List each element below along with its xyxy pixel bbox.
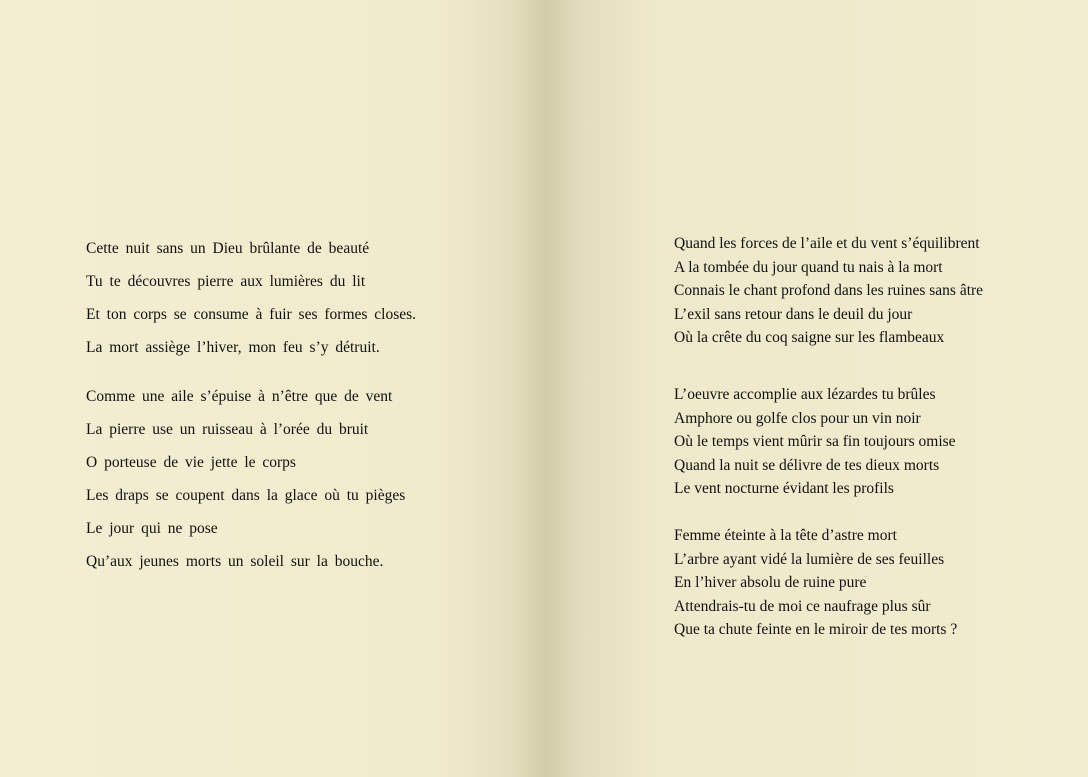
poem-line: Comme une aile s’épuise à n’être que de vent [86, 388, 393, 405]
poem-line: Qu’aux jeunes morts un soleil sur la bouche. [86, 553, 384, 570]
poem-line: Où le temps vient mûrir sa fin toujours omise [674, 433, 956, 450]
poem-line: L’oeuvre accomplie aux lézardes tu brûles [674, 386, 936, 403]
poem-line: Cette nuit sans un Dieu brûlante de beauté [86, 240, 370, 257]
poem-line: O porteuse de vie jette le corps [86, 454, 296, 471]
poem-line: Que ta chute feinte en le miroir de tes morts ? [674, 621, 958, 638]
stanza [86, 380, 405, 578]
poem-line: Les draps se coupent dans la glace où tu pièges [86, 487, 406, 504]
poem-line: Attendrais-tu de moi ce naufrage plus sûr [674, 597, 931, 615]
right-page [544, 0, 1088, 777]
poem-line: A la tombée du jour quand tu nais à la mort [674, 258, 943, 276]
stanza [86, 232, 416, 364]
poem-line: Quand les forces de l’aile et du vent s’équilibrent [674, 235, 980, 252]
poem-line: Le vent nocturne évidant les profils [674, 480, 894, 497]
poem-line: Femme éteinte à la tête d’astre mort [674, 527, 897, 544]
poem-line: Quand la nuit se délivre de tes dieux morts [674, 456, 940, 474]
poem-line: L’exil sans retour dans le deuil du jour [674, 305, 913, 323]
poem-line: La pierre use un ruisseau à l’orée du bruit [86, 421, 369, 438]
poem-line: Tu te découvres pierre aux lumières du lit [86, 273, 366, 290]
poem-line: La mort assiège l’hiver, mon feu s’y détruit. [86, 339, 380, 356]
poem-line: L’arbre ayant vidé la lumière de ses feuilles [674, 550, 945, 568]
stanza [674, 232, 983, 350]
poem-line: Et ton corps se consume à fuir ses formes closes. [86, 306, 417, 323]
poem-line: En l’hiver absolu de ruine pure [674, 574, 867, 591]
poem-line: Le jour qui ne pose [86, 520, 218, 537]
poem-line: Connais le chant profond dans les ruines sans âtre [674, 282, 984, 299]
stanza [674, 524, 957, 642]
poem-line: Amphore ou golfe clos pour un vin noir [674, 409, 921, 427]
stanza [674, 383, 956, 501]
poem-line: Où la crête du coq saigne sur les flambeaux [674, 329, 945, 346]
